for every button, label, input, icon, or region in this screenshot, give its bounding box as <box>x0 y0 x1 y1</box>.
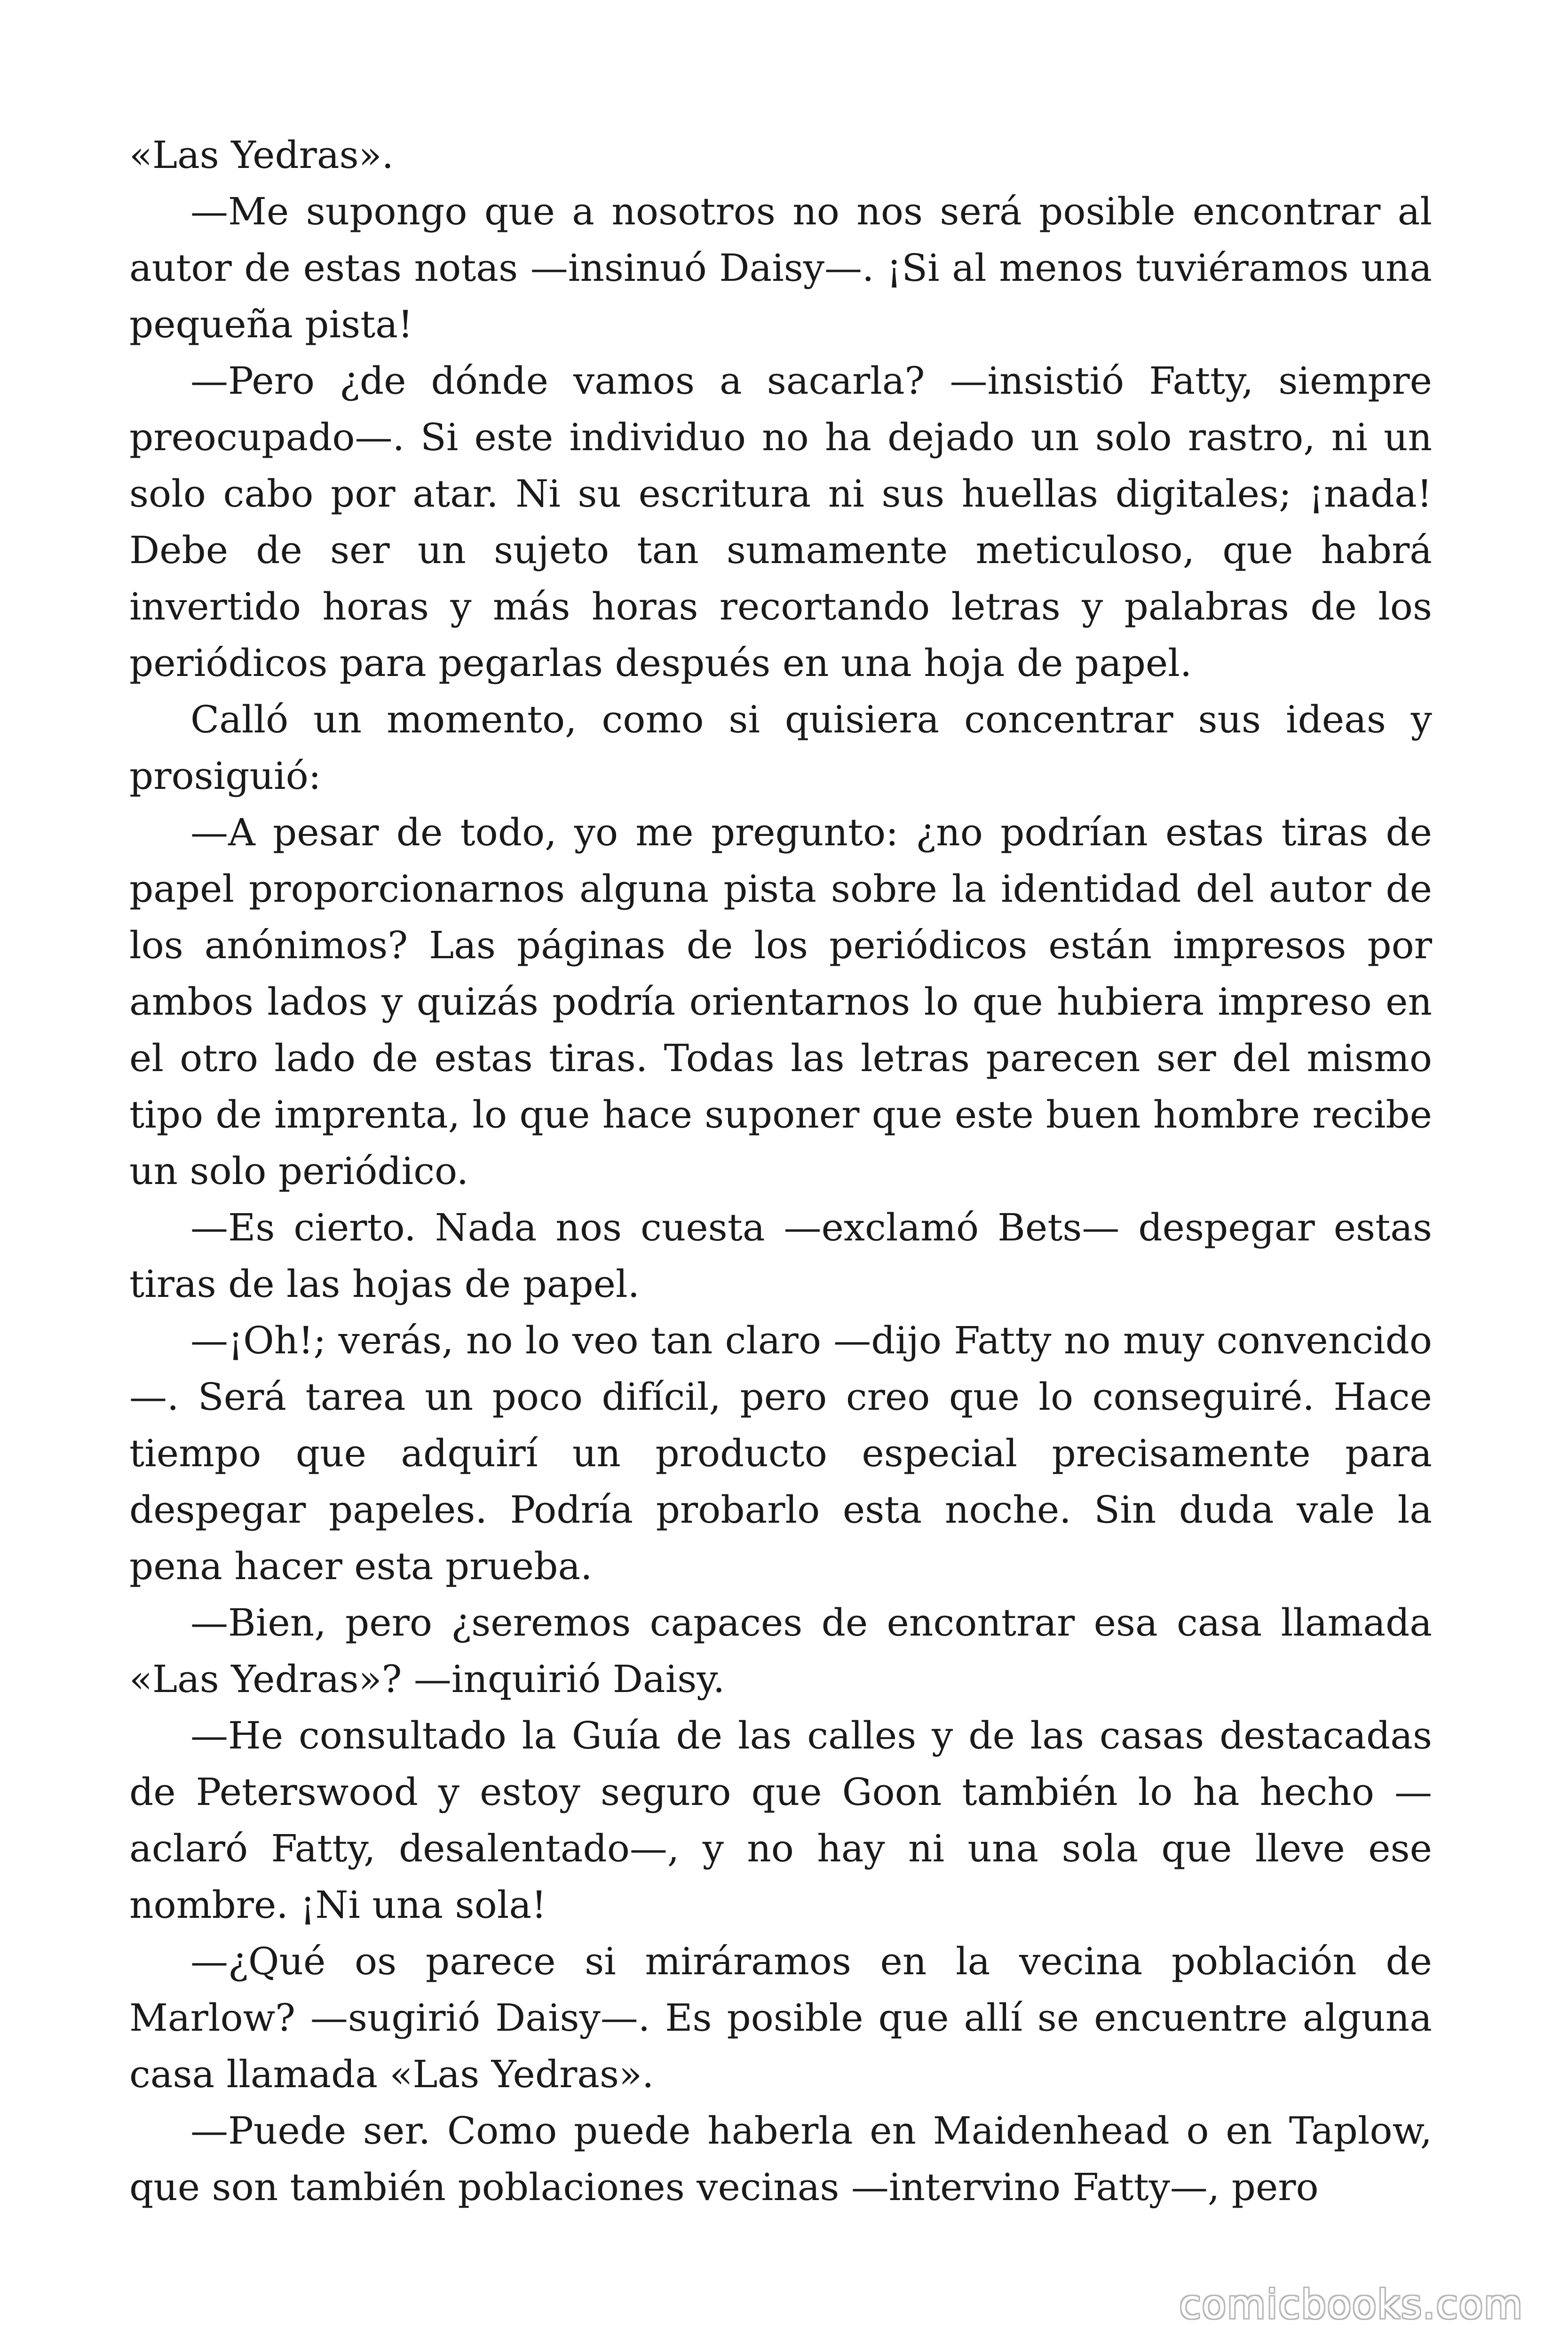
body-text <box>129 127 1432 2216</box>
paragraph: —Es cierto. Nada nos cuesta —exclamó Bets— despegar estas tiras de las hojas de papel. <box>129 1206 1432 1306</box>
paragraph: —He consultado la Guía de las calles y de las casas destacadas de Peterswood y estoy seguro que Goon también lo ha hecho —aclaró Fatty, desalentado—, y no hay ni una sola que lleve ese nombre. ¡Ni una sola! <box>129 1714 1432 1927</box>
paragraph: —A pesar de todo, yo me pregunto: ¿no podrían estas tiras de papel proporcionarnos alguna pista sobre la identidad del autor de los anónimos? Las páginas de los periódicos están impresos por ambos lados y quizás podría orientarnos lo que hubiera impreso en el otro lado de estas tiras. Todas las letras parecen ser del mismo tipo de imprenta, lo que hace suponer que este buen hombre recibe un solo periódico. <box>129 810 1432 1193</box>
paragraph: —¡Oh!; verás, no lo veo tan claro —dijo Fatty no muy convencido—. Será tarea un poco difícil, pero creo que lo conseguiré. Hace tiempo que adquirí un producto especial precisamente para despegar papeles. Podría probarlo esta noche. Sin duda vale la pena hacer esta prueba. <box>129 1319 1432 1588</box>
paragraph: —Me supongo que a nosotros no nos será posible encontrar al autor de estas notas —insinuó Daisy—. ¡Si al menos tuviéramos una pequeña pista! <box>129 190 1432 346</box>
watermark: comicbooks.com <box>1179 2281 1523 2328</box>
paragraph: —Pero ¿de dónde vamos a sacarla? —insistió Fatty, siempre preocupado—. Si este individuo no ha dejado un solo rastro, ni un solo cabo por atar. Ni su escritura ni sus huellas digitales; ¡nada! Debe de ser un sujeto tan sumamente meticuloso, que habrá invertido horas y más horas recortando letras y palabras de los periódicos para pegarlas después en una hoja de papel. <box>129 359 1432 685</box>
paragraph: —Puede ser. Como puede haberla en Maidenhead o en Taplow, que son también poblaciones vecinas —intervino Fatty—, pero <box>129 2109 1432 2209</box>
paragraph: Calló un momento, como si quisiera concentrar sus ideas y prosiguió: <box>129 698 1432 798</box>
paragraph: «Las Yedras». <box>129 133 394 177</box>
paragraph: —¿Qué os parece si miráramos en la vecina población de Marlow? —sugirió Daisy—. Es posible que allí se encuentre alguna casa llamada «Las Yedras». <box>129 1939 1432 2096</box>
paragraph: —Bien, pero ¿seremos capaces de encontrar esa casa llamada «Las Yedras»? —inquirió Daisy. <box>129 1601 1432 1701</box>
